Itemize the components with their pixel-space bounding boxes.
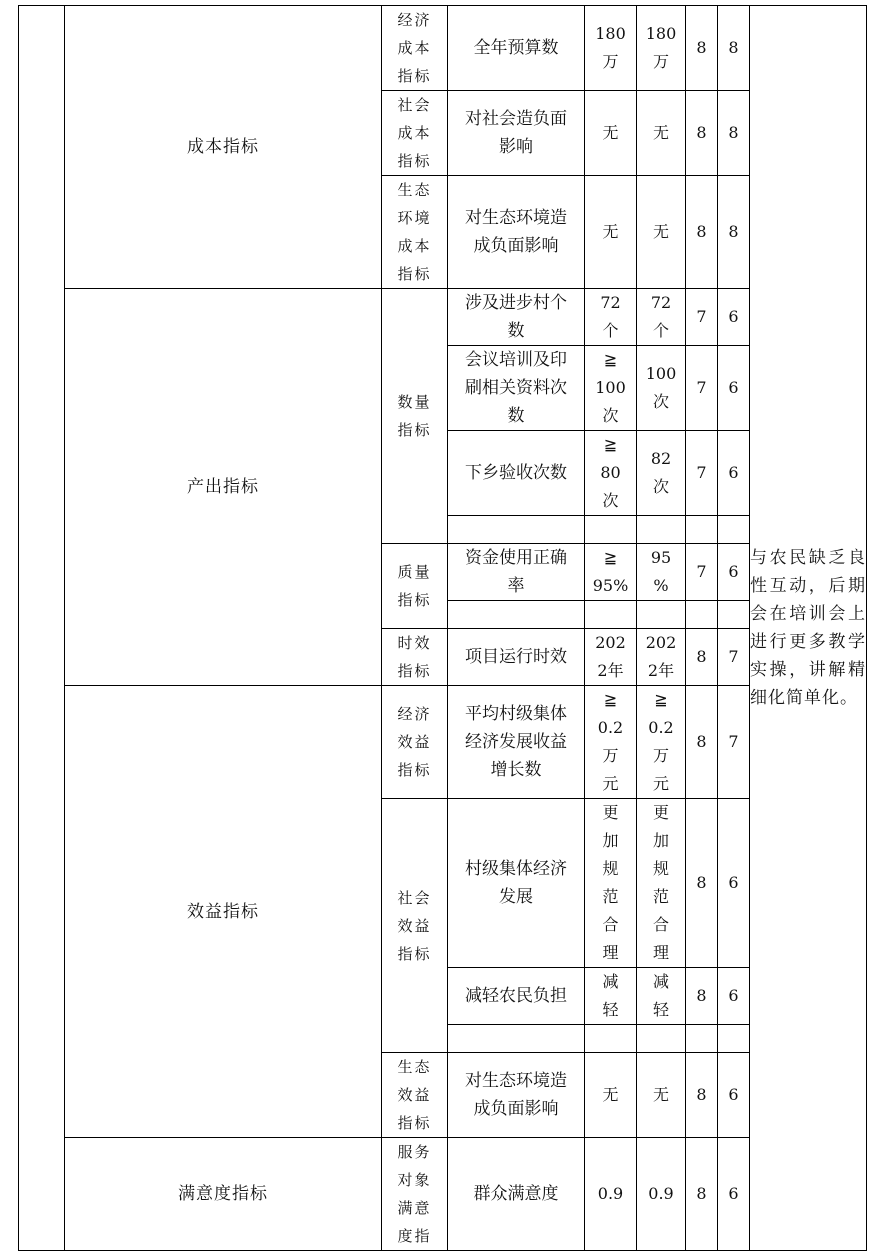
indicator-cell: 减轻农民负担: [448, 968, 585, 1025]
level1-cost-cell: 成本指标: [65, 6, 382, 289]
actual-value-cell: 无: [637, 91, 686, 176]
actual-value-cell: 减 轻: [637, 968, 686, 1025]
target-value-cell: [585, 601, 637, 629]
level2-cell: 质量 指标: [382, 544, 448, 629]
target-value-cell: 无: [585, 176, 637, 289]
weight-cell: 7: [686, 431, 718, 516]
actual-value-cell: 202 2年: [637, 629, 686, 686]
table-row: [19, 686, 867, 799]
indicator-cell: 涉及进步村个 数: [448, 289, 585, 346]
indicator-cell: [448, 1025, 585, 1053]
table-row: [19, 289, 867, 346]
score-cell: 8: [718, 91, 750, 176]
indicator-cell: 对生态环境造 成负面影响: [448, 176, 585, 289]
indicator-cell: 会议培训及印 刷相关资料次 数: [448, 346, 585, 431]
actual-value-cell: 82 次: [637, 431, 686, 516]
weight-cell: [686, 601, 718, 629]
indicator-cell: [448, 516, 585, 544]
target-value-cell: 无: [585, 91, 637, 176]
target-value-cell: [585, 1025, 637, 1053]
note-cell: [750, 6, 867, 1251]
actual-value-cell: 180 万: [637, 6, 686, 91]
indicator-cell: 村级集体经济 发展: [448, 799, 585, 968]
target-value-cell: [585, 516, 637, 544]
actual-value-cell: 更 加 规 范 合 理: [637, 799, 686, 968]
score-cell: 6: [718, 968, 750, 1025]
level1-benefit-cell: 效益指标: [65, 686, 382, 1138]
actual-value-cell: ≧ 0.2 万 元: [637, 686, 686, 799]
score-cell: 6: [718, 289, 750, 346]
weight-cell: 7: [686, 289, 718, 346]
weight-cell: 8: [686, 91, 718, 176]
weight-cell: 7: [686, 544, 718, 601]
indicator-cell: 资金使用正确 率: [448, 544, 585, 601]
weight-cell: 8: [686, 968, 718, 1025]
score-cell: 7: [718, 686, 750, 799]
target-value-cell: ≧ 0.2 万 元: [585, 686, 637, 799]
table-row: [19, 6, 867, 91]
indicator-cell: [448, 601, 585, 629]
indicator-cell: 对社会造负面 影响: [448, 91, 585, 176]
actual-value-cell: [637, 516, 686, 544]
level1-satisfaction-cell: 满意度指标: [65, 1138, 382, 1251]
score-cell: [718, 1025, 750, 1053]
actual-value-cell: 0.9: [637, 1138, 686, 1251]
weight-cell: 8: [686, 6, 718, 91]
indicator-cell: 下乡验收次数: [448, 431, 585, 516]
level2-cell: 经济 效益 指标: [382, 686, 448, 799]
level2-cell: 生态 环境 成本 指标: [382, 176, 448, 289]
score-cell: [718, 516, 750, 544]
target-value-cell: 202 2年: [585, 629, 637, 686]
target-value-cell: 减 轻: [585, 968, 637, 1025]
indicator-cell: 全年预算数: [448, 6, 585, 91]
indicator-cell: 群众满意度: [448, 1138, 585, 1251]
actual-value-cell: 无: [637, 1053, 686, 1138]
target-value-cell: 无: [585, 1053, 637, 1138]
level2-cell: 时效 指标: [382, 629, 448, 686]
level2-cell: 生态 效益 指标: [382, 1053, 448, 1138]
score-cell: 6: [718, 799, 750, 968]
target-value-cell: 72 个: [585, 289, 637, 346]
level2-cell: 服务 对象 满意 度指: [382, 1138, 448, 1251]
note-text: 与农民缺乏良性互动，后期会在培训会上进行更多教学实操，讲解精细化简单化。: [750, 548, 866, 708]
score-cell: 6: [718, 346, 750, 431]
level2-cell: 社会 成本 指标: [382, 91, 448, 176]
score-cell: 8: [718, 176, 750, 289]
weight-cell: 8: [686, 1053, 718, 1138]
target-value-cell: 180 万: [585, 6, 637, 91]
score-cell: 6: [718, 1053, 750, 1138]
actual-value-cell: [637, 601, 686, 629]
level1-output-cell: 产出指标: [65, 289, 382, 686]
level2-cell: 社会 效益 指标: [382, 799, 448, 1053]
actual-value-cell: 100 次: [637, 346, 686, 431]
score-cell: 6: [718, 431, 750, 516]
weight-cell: 8: [686, 686, 718, 799]
weight-cell: [686, 516, 718, 544]
level2-cell: 数量 指标: [382, 289, 448, 544]
score-cell: [718, 601, 750, 629]
score-cell: 8: [718, 6, 750, 91]
actual-value-cell: 无: [637, 176, 686, 289]
weight-cell: 7: [686, 346, 718, 431]
actual-value-cell: 95 %: [637, 544, 686, 601]
actual-value-cell: 72 个: [637, 289, 686, 346]
target-value-cell: 0.9: [585, 1138, 637, 1251]
weight-cell: 8: [686, 176, 718, 289]
score-cell: 6: [718, 1138, 750, 1251]
target-value-cell: ≧ 100 次: [585, 346, 637, 431]
target-value-cell: ≧ 95%: [585, 544, 637, 601]
performance-indicator-table: [18, 5, 867, 1251]
weight-cell: 8: [686, 1138, 718, 1251]
level2-cell: 经济 成本 指标: [382, 6, 448, 91]
weight-cell: 8: [686, 629, 718, 686]
indicator-cell: 对生态环境造 成负面影响: [448, 1053, 585, 1138]
weight-cell: 8: [686, 799, 718, 968]
score-cell: 7: [718, 629, 750, 686]
indicator-cell: 项目运行时效: [448, 629, 585, 686]
score-cell: 6: [718, 544, 750, 601]
target-value-cell: ≧ 80 次: [585, 431, 637, 516]
indicator-cell: 平均村级集体 经济发展收益 增长数: [448, 686, 585, 799]
outer-category-cell: [19, 6, 65, 1251]
target-value-cell: 更 加 规 范 合 理: [585, 799, 637, 968]
actual-value-cell: [637, 1025, 686, 1053]
table-row: [19, 1138, 867, 1251]
weight-cell: [686, 1025, 718, 1053]
